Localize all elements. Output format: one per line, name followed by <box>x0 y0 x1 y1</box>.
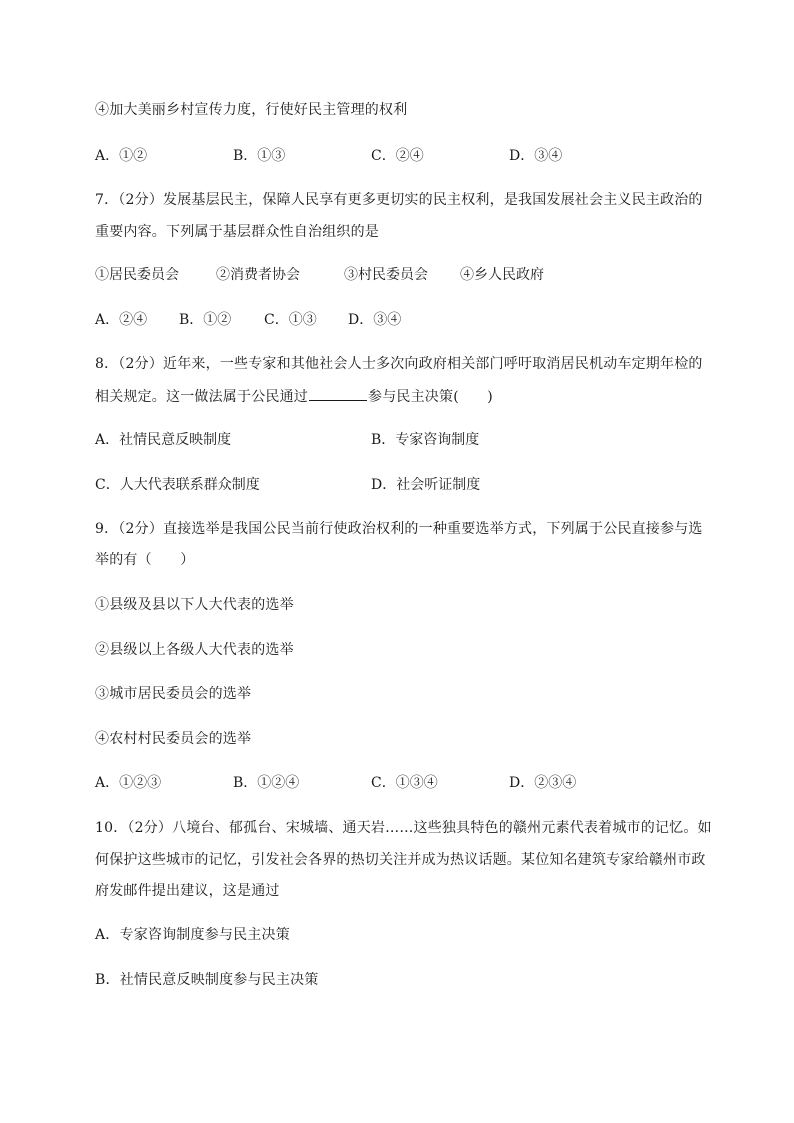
q9-option-c: C．①③④ <box>371 775 438 791</box>
q8-option-c: C．人大代表联系群众制度 <box>95 477 260 493</box>
q9-item-3: ③城市居民委员会的选举 <box>95 686 252 702</box>
q6-option-b: B．①③ <box>233 148 286 164</box>
q7-option-d: D．③④ <box>348 312 402 328</box>
q7-option-c: C．①③ <box>264 312 317 328</box>
q8-stem-line2 <box>95 386 493 407</box>
q6-option-c: C．②④ <box>371 148 424 164</box>
q10-option-b: B．社情民意反映制度参与民主决策 <box>95 972 319 988</box>
q7-stem-line2: 重要内容。下列属于基层群众性自治组织的是 <box>95 224 379 240</box>
q7-item-4: ④乡人民政府 <box>460 267 544 283</box>
q9-item-2: ②县级以上各级人大代表的选举 <box>95 642 294 658</box>
q9-stem-line2: 举的有（ ） <box>95 552 195 568</box>
q9-item-1: ①县级及县以下人大代表的选举 <box>95 597 294 613</box>
q10-option-a: A．专家咨询制度参与民主决策 <box>95 927 290 943</box>
q9-option-d: D．②③④ <box>509 775 577 791</box>
q9-stem-line1: 9．（2分）直接选举是我国公民当前行使政治权利的一种重要选举方式，下列属于公民直接参与选 <box>95 521 703 537</box>
q10-stem-line1: 10．（2分）八境台、郁孤台、宋城墙、通天岩……这些独具特色的赣州元素代表着城市的记忆。如 <box>95 820 712 836</box>
q7-item-2: ②消费者协会 <box>216 267 300 283</box>
answer-blank <box>309 386 367 401</box>
q8-stem-line2-before: 相关规定。这一做法属于公民通过 <box>95 389 308 405</box>
q9-item-4: ④农村村民委员会的选举 <box>95 731 252 747</box>
q7-item-1: ①居民委员会 <box>95 267 179 283</box>
q8-option-a: A．社情民意反映制度 <box>95 432 232 448</box>
q8-stem-line2-after: 参与民主决策( ) <box>368 389 493 405</box>
q7-option-b: B．①② <box>179 312 232 328</box>
q6-item-4: ④加大美丽乡村宣传力度，行使好民主管理的权利 <box>95 102 408 118</box>
q7-option-a: A．②④ <box>95 312 148 328</box>
q8-stem-line1: 8．（2分）近年来，一些专家和其他社会人士多次向政府相关部门呼吁取消居民机动车定期年检的 <box>95 356 703 372</box>
q8-option-b: B．专家咨询制度 <box>371 432 480 448</box>
q9-option-a: A．①②③ <box>95 775 162 791</box>
q10-stem-line2: 何保护这些城市的记忆，引发社会各界的热切关注并成为热议话题。某位知名建筑专家给赣州市政 <box>95 852 706 868</box>
q9-option-b: B．①②④ <box>233 775 300 791</box>
q7-item-3: ③村民委员会 <box>344 267 428 283</box>
q6-option-d: D．③④ <box>509 148 563 164</box>
q7-stem-line1: 7．（2分）发展基层民主，保障人民享有更多更切实的民主权利，是我国发展社会主义民主政治的 <box>95 192 703 208</box>
q6-option-a: A．①② <box>95 148 148 164</box>
q10-stem-line3: 府发邮件提出建议，这是通过 <box>95 883 280 899</box>
q8-option-d: D．社会听证制度 <box>371 477 481 493</box>
